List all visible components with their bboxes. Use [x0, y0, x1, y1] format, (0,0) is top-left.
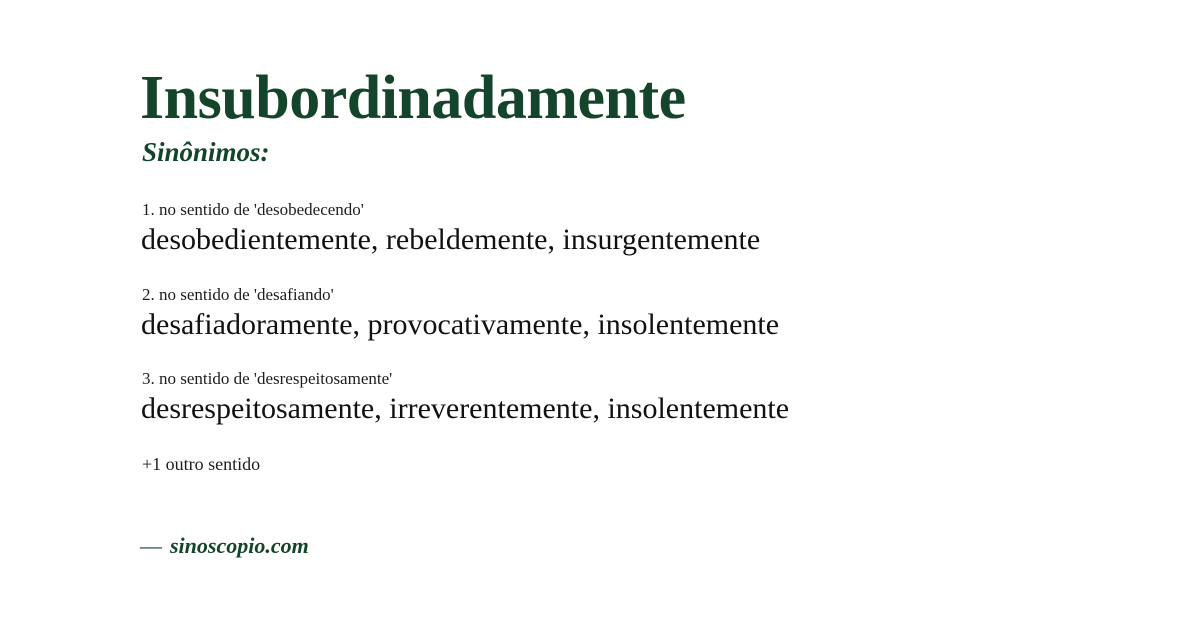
- sense-synonyms: desrespeitosamente, irreverentemente, insolentemente: [141, 392, 790, 426]
- list-item: [140, 200, 1060, 259]
- sense-synonyms: desafiadoramente, provocativamente, insolentemente: [141, 307, 780, 341]
- senses-list: [140, 200, 1060, 428]
- sense-label: 2. no sentido de 'desafiando': [142, 284, 334, 304]
- sense-synonyms: desobedientemente, rebeldemente, insurgentemente: [141, 223, 761, 257]
- more-senses-note: +1 outro sentido: [142, 453, 261, 474]
- synonyms-subtitle: Sinônimos:: [142, 137, 270, 168]
- sense-label: 3. no sentido de 'desrespeitosamente': [142, 369, 393, 389]
- em-dash: —: [140, 533, 162, 558]
- source-attribution: [140, 533, 309, 559]
- list-item: [140, 285, 1060, 344]
- source-name: sinoscopio.com: [170, 533, 309, 558]
- page-title: Insubordinadamente: [140, 64, 686, 132]
- sense-label: 1. no sentido de 'desobedecendo': [142, 200, 364, 220]
- list-item: [140, 369, 1060, 428]
